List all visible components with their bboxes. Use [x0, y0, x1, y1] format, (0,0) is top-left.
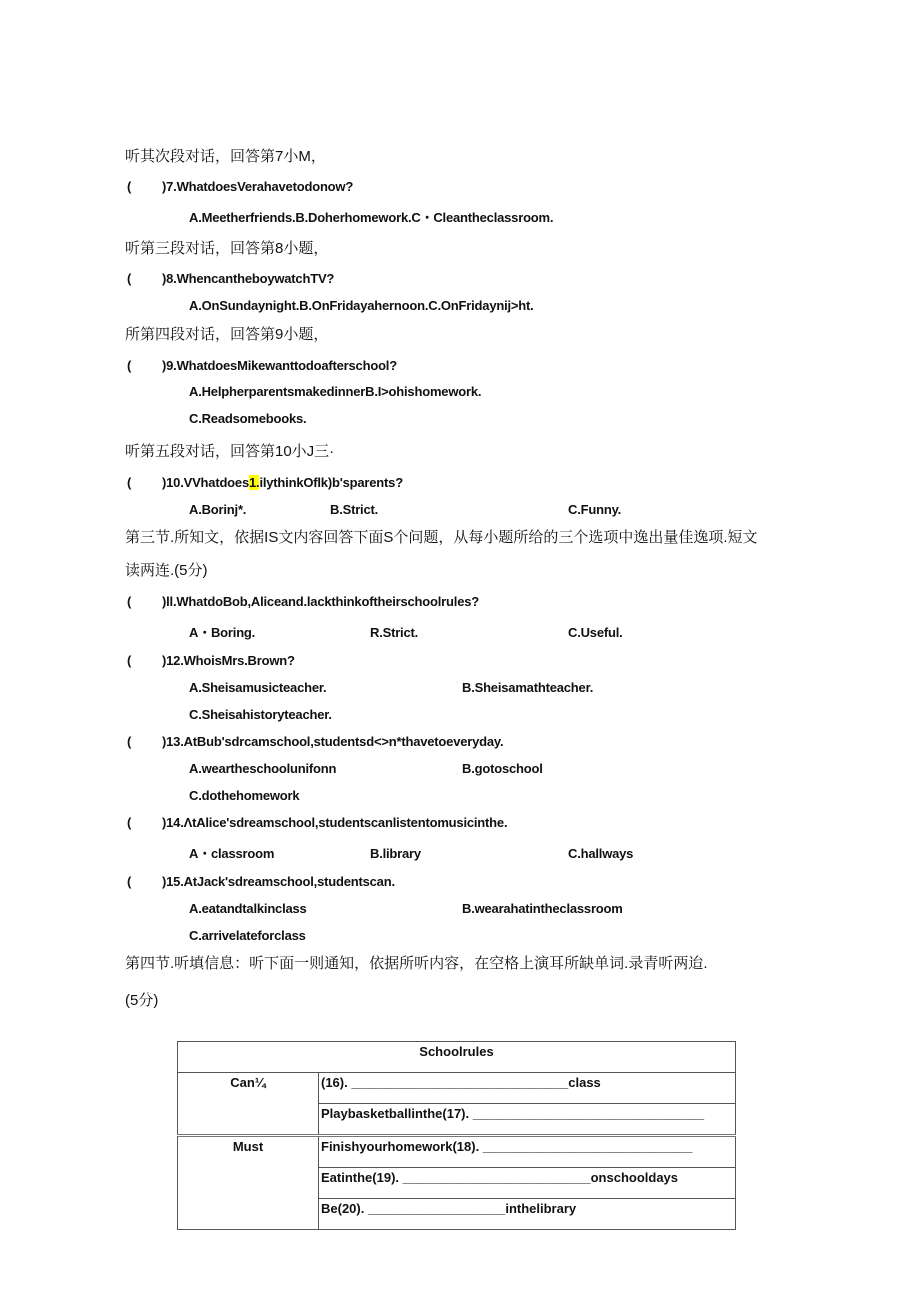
question-13: )13.AtBub'sdrcamschool,studentsd<>n*thavetoeveryday. [162, 734, 504, 749]
heading-dialog-2: 听其次段对话，回答第7小M， [125, 148, 326, 165]
question-9: )9.WhatdoesMikewanttodoafterschool? [162, 358, 397, 373]
question-10 [162, 475, 403, 491]
answer-blank: ( [127, 179, 132, 194]
option-a: A.eatandtalkinclass [189, 901, 307, 916]
answer-blank: ( [127, 734, 132, 749]
option-b: B.library [370, 846, 421, 861]
question-11: )ll.WhatdoBob,Aliceand.lackthinkoftheirschoolrules? [162, 594, 479, 609]
question-9-options-ab: A.HelpherparentsmakedinnerB.I>ohishomework. [189, 384, 482, 399]
option-c: C.Funny. [568, 502, 622, 517]
answer-blank: ( [127, 594, 132, 609]
heading-dialog-5: 听第五段对话，回答第10小J三· [125, 443, 335, 460]
option-c: C.hallways [568, 846, 634, 861]
table-row: Finishyourhomework(18). _____________________________ [319, 1136, 736, 1168]
heading-dialog-3: 听第三段对话，回答第8小题， [125, 240, 329, 257]
table-row: Eatinthe(19). __________________________onschooldays [319, 1168, 736, 1199]
option-a: A・Boring. [189, 625, 256, 640]
answer-blank: ( [127, 815, 132, 830]
option-a: A.weartheschoolunifonn [189, 761, 337, 776]
option-a: A.Borinj*. [189, 502, 247, 517]
option-b: B.wearahatintheclassroom [462, 901, 623, 916]
question-9-option-c: C.Readsomebooks. [189, 411, 307, 426]
answer-blank: ( [127, 271, 132, 286]
heading-dialog-4: 所第四段对话，回答第9小题， [125, 326, 329, 343]
question-14: )14.ΛtAlice'sdreamschool,studentscanlistentomusicinthe. [162, 815, 508, 830]
option-b: R.Strict. [370, 625, 419, 640]
table-row: Playbasketballinthe(17). ________________________________ [319, 1104, 736, 1136]
table-title: Schoolrules [178, 1042, 736, 1073]
answer-blank: ( [127, 475, 132, 490]
can-label: Can¼ [178, 1073, 319, 1136]
highlighted-text: 1. [249, 475, 260, 490]
option-c: C.dothehomework [189, 788, 300, 803]
question-10-text-post: ilythinkOflk)b'sparents? [259, 475, 403, 490]
must-label: Must [178, 1136, 319, 1230]
option-c: C.Useful. [568, 625, 623, 640]
question-7: )7.WhatdoesVerahavetodonow? [162, 179, 354, 194]
table-row: Be(20). ___________________inthelibrary [319, 1199, 736, 1230]
question-7-options: A.Meetherfriends.B.Doherhomework.C・Cleantheclassroom. [189, 210, 554, 225]
option-c: C.arrivelateforclass [189, 928, 306, 943]
option-a: A・classroom [189, 846, 275, 861]
question-12: )12.WhoisMrs.Brown? [162, 653, 295, 668]
option-b: B.Sheisamathteacher. [462, 680, 594, 695]
option-b: B.Strict. [330, 502, 379, 517]
section-4-instructions: 第四节.听填信息：听下面一则通知，依据所听内容，在空格上演耳所缺单词.录青听两迨. [125, 955, 708, 972]
section-3-instructions: 第三节.所知文，依据IS文内容回答下面S个问题，从每小题所给的三个选项中逸出量佳逸项.短文 [125, 529, 758, 546]
question-8-options: A.OnSundaynight.B.OnFridayahernoon.C.OnFridaynij>ht. [189, 298, 534, 313]
option-c: C.Sheisahistoryteacher. [189, 707, 332, 722]
section-4-points: (5分) [125, 992, 159, 1009]
answer-blank: ( [127, 874, 132, 889]
answer-blank: ( [127, 358, 132, 373]
table-row: (16). ______________________________class [319, 1073, 736, 1104]
question-15: )15.AtJack'sdreamschool,studentscan. [162, 874, 395, 889]
option-b: B.gotoschool [462, 761, 543, 776]
answer-blank: ( [127, 653, 132, 668]
question-8: )8.WhencantheboywatchTV? [162, 271, 335, 286]
option-a: A.Sheisamusicteacher. [189, 680, 327, 695]
section-3-instructions-cont: 读两连.(5分) [125, 562, 208, 579]
question-10-text-pre: )10.VVhatdoes [162, 475, 249, 490]
school-rules-table [177, 1041, 736, 1230]
